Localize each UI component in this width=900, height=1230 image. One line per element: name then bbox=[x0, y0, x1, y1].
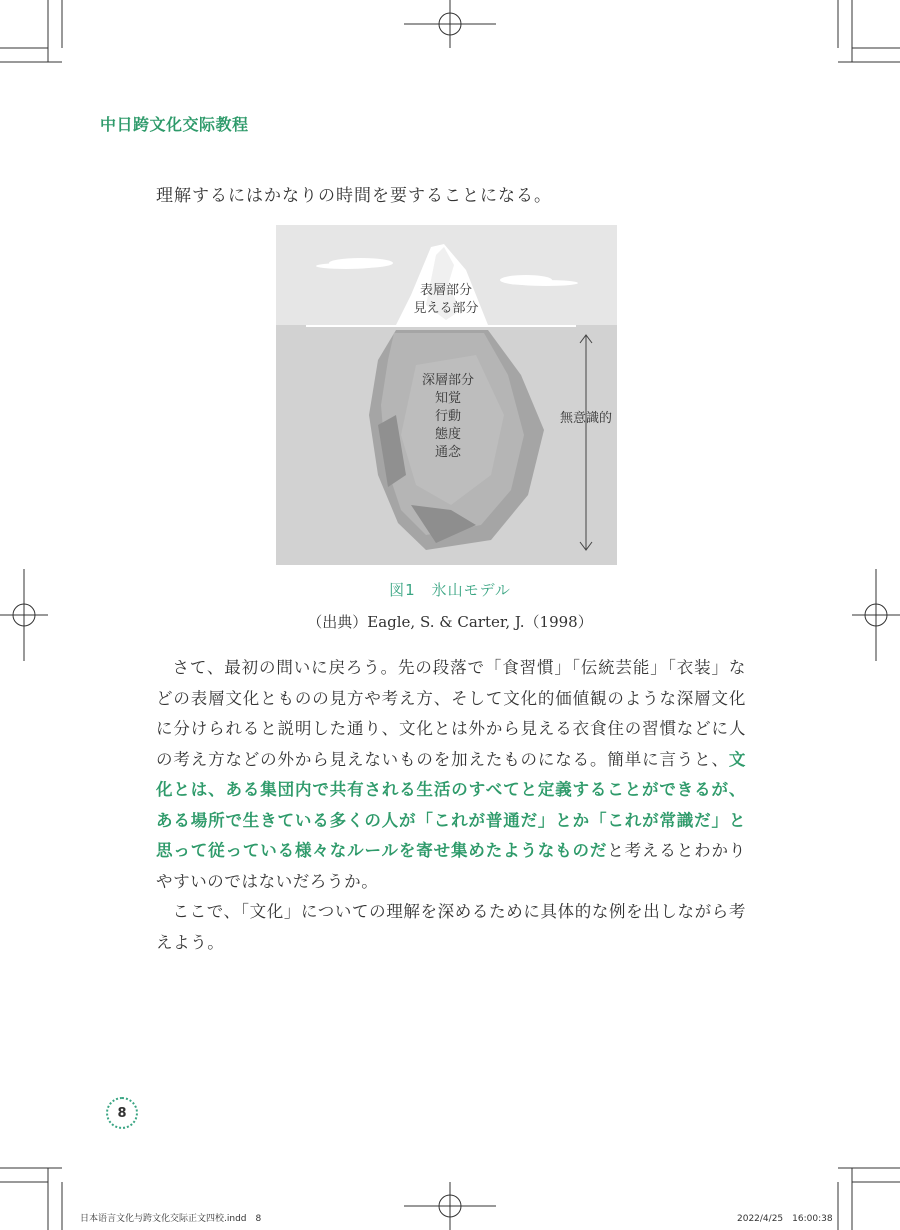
deep-label-line: 知覚 bbox=[434, 391, 461, 406]
intro-line: 理解するにはかなりの時間を要することになる。 bbox=[156, 186, 552, 206]
iceberg-figure bbox=[276, 225, 617, 565]
paragraph bbox=[156, 653, 746, 897]
paragraph: ここで、「文化」についての理解を深めるために具体的な例を出しながら考えよう。 bbox=[156, 902, 746, 952]
paragraph-text: と考えるとわかりやすいのではないだろうか。 bbox=[156, 841, 746, 891]
deep-label-line: 深層部分 bbox=[421, 373, 474, 388]
running-header: 中日跨文化交际教程 bbox=[100, 115, 249, 134]
footer-timestamp: 2022/4/25 16:00:38 bbox=[737, 1214, 833, 1224]
deep-label-line: 態度 bbox=[434, 427, 461, 442]
deep-label-line: 通念 bbox=[434, 445, 461, 460]
footer-filename: 日本语言文化与跨文化交际正文四校.indd 8 bbox=[80, 1214, 262, 1224]
surface-label-line: 表層部分 bbox=[419, 283, 472, 298]
figure-source: （出典）Eagle, S. & Carter, J.（1998） bbox=[307, 613, 593, 631]
page-number: 8 bbox=[106, 1097, 138, 1129]
figure-caption: 図1 氷山モデル bbox=[389, 581, 511, 599]
paragraph-text: さて、最初の問いに戻ろう。先の段落で「食習慣」「伝統芸能」「衣装」などの表層文化とものの見方や考え方、そして文化的価値観のような深層文化に分けられると説明した通り、文化とは外から見える衣食住の習慣などに人の考え方などの外から見えないものを加えたものになる。簡単に言うと、 bbox=[156, 658, 746, 769]
unconscious-label: 無意識的 bbox=[559, 411, 612, 426]
deep-label bbox=[398, 372, 498, 462]
highlighted-definition: 文化とは、ある集団内で共有される生活のすべてと定義することができるが、ある場所で生きている多くの人が「これが普通だ」とか「これが常識だ」と思って従っている様々なルールを寄せ集めたようなものだ bbox=[156, 749, 746, 860]
body-text bbox=[156, 653, 746, 958]
surface-label-line: 見える部分 bbox=[413, 301, 479, 316]
deep-label-line: 行動 bbox=[434, 409, 461, 424]
surface-label bbox=[396, 282, 496, 318]
